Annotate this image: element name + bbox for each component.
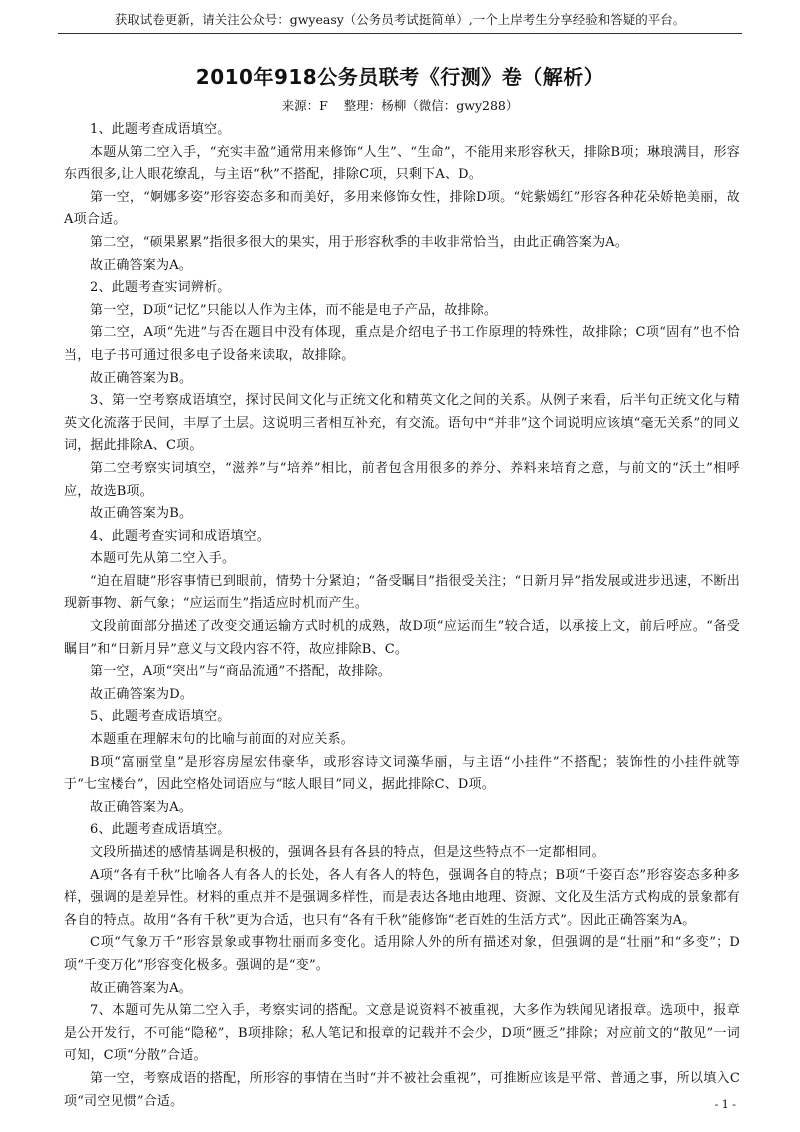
document-body xyxy=(64,119,740,1113)
paragraph: 2、此题考查实词辨析。 xyxy=(90,280,231,296)
paragraph: 故正确答案为A。 xyxy=(90,799,192,815)
paragraph: 第一空，D项“记忆”只能以人作为主体，而不能是电子产品，故排除。 xyxy=(90,302,498,318)
header-divider xyxy=(58,33,742,34)
paragraph: 第一空，“婀娜多姿”形容姿态多和而美好，多用来修饰女性，排除D项。“姹紫嫣红”形容各种花朵娇艳美丽，故A项合适。 xyxy=(64,189,740,228)
paragraph: 5、此题考查成语填空。 xyxy=(90,709,231,725)
editor-label: 整理：杨柳（微信：gwy288） xyxy=(343,98,519,113)
paragraph: C项“气象万千”形容景象或事物壮丽而多变化。适用除人外的所有描述对象，但强调的是“壮丽”和“多变”；D项“千变万化”形容变化极多。强调的是“变”。 xyxy=(64,935,740,973)
paragraph: 故正确答案为B。 xyxy=(90,506,193,522)
paragraph: 文段所描述的感情基调是积极的，强调各县有各县的特点，但是这些特点不一定都相同。 xyxy=(90,845,605,860)
paragraph: 第二空，“硕果累累”指很多很大的果实，用于形容秋季的丰收非常恰当，由此正确答案为A。 xyxy=(90,234,629,250)
paragraph: 故正确答案为A。 xyxy=(90,980,192,996)
paragraph: B项“富丽堂皇”是形容房屋宏伟豪华，或形容诗文词藻华丽，与主语“小挂件”不搭配；装饰性的小挂件就等于“七宝楼台”，因此空格处词语应与“眩人眼目”同义，据此排除C、D项。 xyxy=(64,754,740,793)
paragraph: 文段前面部分描述了改变交通运输方式时机的成熟，故D项“应运而生”较合适，以承接上文，前后呼应。“备受瞩目”和“日新月异”意义与文段内容不符，故应排除B、C。 xyxy=(64,619,740,657)
document-title: 2010年918公务员联考《行测》卷（解析） xyxy=(195,65,605,89)
paragraph: 故正确答案为A。 xyxy=(90,257,192,273)
paragraph: 本题从第二空入手，“充实丰盈”通常用来修饰“人生”、“生命”，不能用来形容秋天，排除B项；琳琅满目，形容东西很多,让人眼花缭乱，与主语“秋”不搭配，排除C项，只剩下A、D。 xyxy=(64,144,740,183)
paragraph: 本题可先从第二空入手。 xyxy=(90,551,236,567)
paragraph: 第一空，A项“突出”与“商品流通”不搭配，故排除。 xyxy=(90,664,391,680)
paragraph: 1、此题考查成语填空。 xyxy=(90,122,231,137)
paragraph: 3、第一空考察成语填空，探讨民间文化与正统文化和精英文化之间的关系。从例子来看，后半句正统文化与精英文化流落于民间，丰厚了土层。这说明三者相互补充，有交流。语句中“并非”这个词说明应该填“毫无关系”的同义词，据此排除A、C项。 xyxy=(64,393,740,454)
paragraph: 本题重在理解末句的比喻与前面的对应关系。 xyxy=(90,732,355,748)
paragraph: 第一空，考察成语的搭配，所形容的事情在当时“并不被社会重视”，可推断应该是平常、普通之事，所以填入C项“司空见惯”合适。 xyxy=(64,1070,740,1109)
paragraph: 故正确答案为B。 xyxy=(90,370,193,386)
page-number: - 1 - xyxy=(714,1098,736,1111)
paragraph: 7、本题可先从第二空入手，考察实词的搭配。文意是说资料不被重视，大多作为轶闻见诸报章。选项中，报章是公开发行，不可能“隐秘”，B项排除；私人笔记和报章的记载并不会少，D项“匮乏”排除；对应前文的“散见”一词可知，C项“分散”合适。 xyxy=(64,1003,740,1064)
paragraph: A项“各有千秋”比喻各人有各人的长处，各人有各人的特色，强调各自的特点；B项“千姿百态”形容姿态多种多样，强调的是差异性。材料的重点并不是强调多样性，而是表达各地由地理、资源、文化及生活方式构成的景象都有各自的特点。故用“各有千秋”更为合适，也只有“各有千秋”能修饰“老百姓的生活方式”。因此正确答案为A。 xyxy=(64,867,740,928)
page-header-notice: 获取试卷更新，请关注公众号：gwyeasy（公务员考试挺简单）,一个上岸考生分享经验和答疑的平台。 xyxy=(114,12,686,27)
paragraph: 第二空，A项“先进”与否在题目中没有体现，重点是介绍电子书工作原理的特殊性，故排除；C项“固有”也不恰当，电子书可通过很多电子设备来读取，故排除。 xyxy=(64,325,740,363)
paragraph: 第二空考察实词填空，“滋养”与“培养”相比，前者包含用很多的养分、养料来培育之意，与前文的“沃土”相呼应，故选B项。 xyxy=(64,460,740,499)
paragraph: 4、此题考查实词和成语填空。 xyxy=(90,528,271,544)
paragraph: 故正确答案为D。 xyxy=(90,686,194,702)
source-label: 来源：F xyxy=(281,98,328,113)
paragraph: 6、此题考查成语填空。 xyxy=(90,822,231,838)
paragraph: “迫在眉睫”形容事情已到眼前，情势十分紧迫；“备受瞩目”指很受关注；“日新月异”指发展或进步迅速，不断出现新事物、新气象；“应运而生”指适应时机而产生。 xyxy=(64,573,740,612)
source-line xyxy=(0,97,800,115)
